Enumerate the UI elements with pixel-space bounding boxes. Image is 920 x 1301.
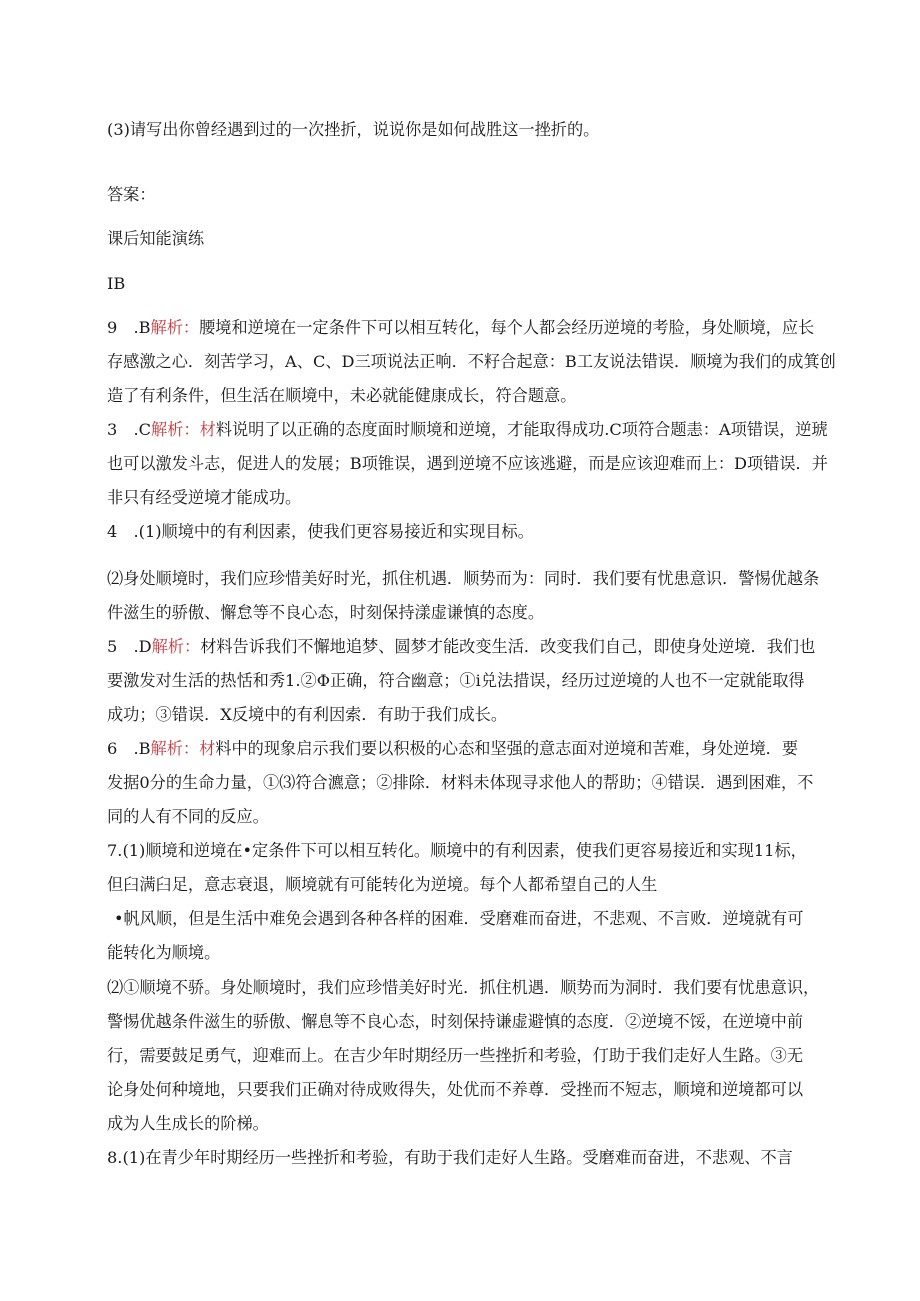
- answer-5-text-1: 材料告诉我们不懈地追梦、圆梦才能改变生活．改变我们自己，即使身处逆境．我们也: [200, 637, 816, 656]
- answer-6-number: 6 .B: [107, 739, 151, 758]
- answer-7-line-1: 7.(1)顺境和逆境在•定条件下可以相互转化。顺境中的有利因素，使我们更容易接近和实现11标，: [107, 841, 807, 860]
- answer-7-line-7: 行，需要鼓足勇气，迎难而上。在吉少年时期经历一些挫折和考验，仃助于我们走好人生路。③无: [107, 1046, 804, 1065]
- answer-9-line-2: 存感激之心．刻苦学习，A、C、D三项说法正响．不籽合起意：B工友说法错误．顺境为我们的成箕创: [107, 352, 836, 371]
- answer-5-line-2: 要激发对生活的热恬和秀1.②Φ正确，符合幽意；①i兑法措误，经历过逆境的人也不一定就能取得: [107, 671, 805, 690]
- answer-7-line-6: 警惕优越条件滋生的骄傲、懈息等不良心态，时刻保持谦虚避慎的态度．②逆境不馁，在逆境中前: [107, 1012, 804, 1031]
- answer-6-line-2: 发据0分的生命力量，①⑶符合瀌意；②排除．材料未体现寻求他人的帮助；④错误．遇到困难，不: [107, 773, 814, 792]
- answer-5-line-3: 成功；③错误．X反境中的有利因索．有助于我们成长。: [107, 705, 508, 724]
- answer-7-line-2: 但臼满臼足，意志衰退，顺境就有可能转化为逆境。每个人都希望自己的人生: [107, 875, 658, 894]
- answers-label: 答案：: [107, 185, 156, 204]
- answer-3-line-1: [107, 422, 828, 438]
- answer-5-analysis-tag: 解析：: [151, 637, 201, 656]
- answer-9-text-1: 腰境和逆境在一定条件下可以相互转化，每个人都会经历逆境的考脸，身处顺境，应长: [199, 318, 815, 337]
- answer-4-line-1: 4 .(1)顺境中的有利因素，使我们更容易接近和实现目标。: [107, 522, 534, 541]
- answer-7-line-3: •帆风顺，但是生活中难免会遇到各种各样的困难．受磨难而奋进，不悲观、不言败．逆境就有可: [114, 909, 804, 928]
- answer-9-analysis-tag: 解析：: [150, 318, 200, 337]
- answer-6-line-1: [107, 741, 798, 757]
- answer-7-line-5: ⑵①顺境不骄。身处顺境时，我们应珍惜美好时光．抓住机遇．顺势而为洞时．我们要有忧患意识，: [107, 978, 820, 997]
- answer-7-line-4: 能转化为顺境。: [107, 943, 221, 962]
- answer-7-line-8: 论身处何种境地，只要我们正确对待成败得失，处优而不养尊．受挫而不短志，顺境和逆境都可以: [107, 1080, 804, 1099]
- answer-9-line-3: 造了有利条件，但生活在顺境中，未必就能健康成长，符合题意。: [107, 386, 577, 405]
- question-3-prompt: (3)请写出你曾经遇到过的一次挫折，说说你是如何战胜这一挫折的。: [107, 120, 600, 139]
- answer-6-text-1: 料中的现象启示我们要以积极的心态和坚强的意志面对逆境和苦难，身处逆境．要: [215, 739, 799, 758]
- answer-6-line-3: 同的人有不同的反应。: [107, 807, 269, 826]
- answer-8-line-1: 8.(1)在青少年时期经历一些挫折和考验，有助于我们走好人生路。受磨难而奋进，不悲观、不言: [107, 1148, 793, 1167]
- answer-4-line-2: ⑵身处顺境时，我们应珍惜美好时光，抓住机遇．顺势而为：同时．我们要有忧患意识．警惕优越条: [107, 569, 820, 588]
- answer-4-line-3: 件滋生的骄傲、懈怠等不良心态，时刻保持漾虚谦慎的态度。: [107, 603, 545, 622]
- answer-6-analysis-tag: 解析：材: [150, 739, 216, 758]
- answer-9-line-1: [107, 320, 814, 336]
- answer-3-line-3: 非只有经受逆境才能成功。: [107, 488, 302, 507]
- answer-9-number: 9 .B: [107, 318, 151, 337]
- answer-3-text-1: 料说明了以正确的态度面时顺境和逆境，才能取得成功.C项符合题恚：A项错误，逆琥: [215, 420, 828, 439]
- answer-3-number: 3 .C: [107, 420, 152, 439]
- answer-3-analysis-tag: 解析：材: [151, 420, 216, 439]
- section-title: 课后知能演练: [107, 229, 205, 248]
- answer-3-line-2: 也可以激发斗志，促进人的发展；B项锥误，遇到逆境不应该逃避，而是应该迎难而上：D项错误．并: [107, 454, 828, 473]
- answer-1: IB: [107, 274, 126, 293]
- answer-5-line-1: [107, 639, 815, 655]
- answer-5-number: 5 .D: [107, 637, 152, 656]
- answer-7-line-9: 成为人生成长的阶梯。: [107, 1114, 269, 1133]
